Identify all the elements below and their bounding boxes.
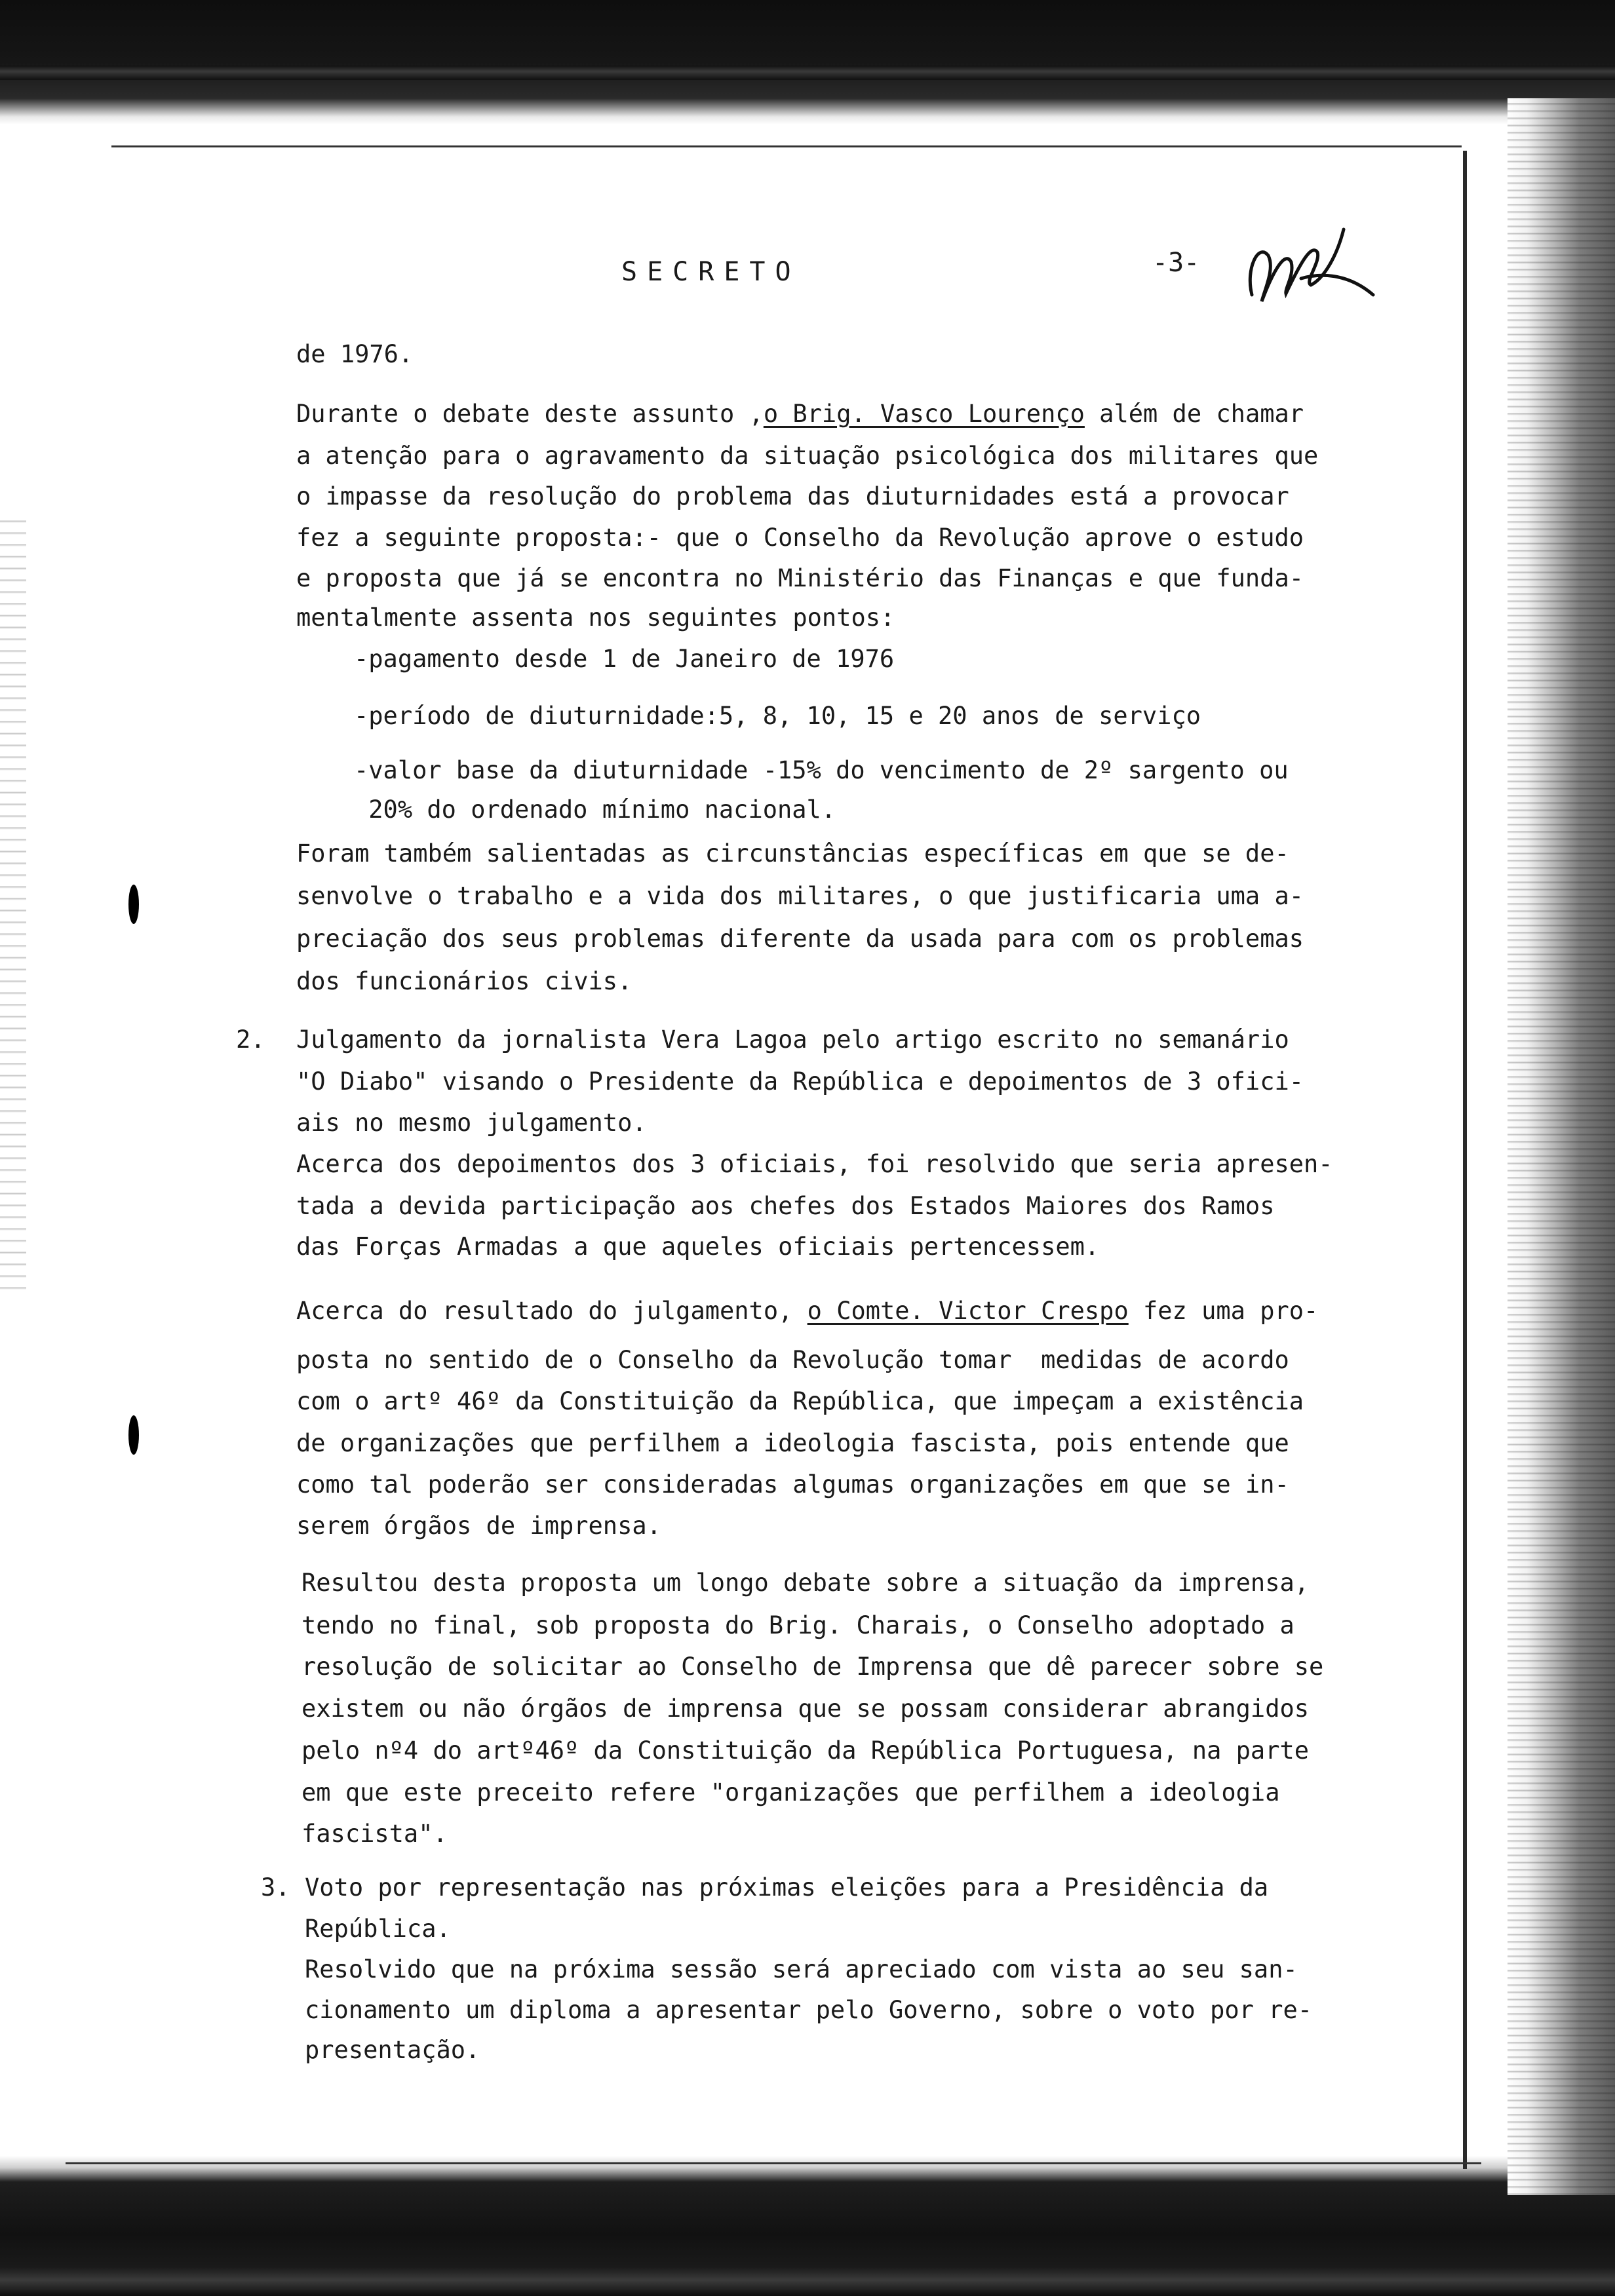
result-line: fascista".: [302, 1820, 448, 1848]
result-line: em que este preceito refere "organizações que perfilhem a ideologia: [302, 1778, 1280, 1807]
item-2-resolution-line: Acerca dos depoimentos dos 3 oficiais, foi resolvido que seria apresen-: [296, 1150, 1333, 1178]
page-number: -3-: [1152, 248, 1200, 278]
item-3-resolution-line: cionamento um diploma a apresentar pelo Governo, sobre o voto por re-: [305, 1996, 1313, 2024]
scan-border-top: [0, 0, 1615, 124]
item-3-number: 3.: [261, 1873, 290, 1902]
punch-hole-upper: [128, 885, 139, 924]
crespo-line: de organizações que perfilhem a ideologia fascista, pois entende que: [296, 1429, 1289, 1457]
result-line: existem ou não órgãos de imprensa que se possam considerar abrangidos: [302, 1694, 1310, 1723]
result-line: tendo no final, sob proposta do Brig. Charais, o Conselho adoptado a: [302, 1611, 1294, 1639]
scan-streak-left: [0, 511, 26, 1297]
crespo-line-1: [296, 1291, 1318, 1331]
scan-border-right: [1508, 98, 1615, 2195]
item-2-number: 2.: [236, 1025, 265, 1054]
para-b-line: Foram também salientadas as circunstâncias específicas em que se de-: [296, 839, 1289, 868]
para-b-line: senvolve o trabalho e a vida dos militares, o que justificaria uma a-: [296, 882, 1304, 910]
crespo-line-1-rest: fez uma pro-: [1128, 1297, 1319, 1325]
crespo-lead: Acerca do resultado do julgamento,: [296, 1297, 808, 1325]
crespo-line: com o artº 46º da Constituição da República, que impeçam a existência: [296, 1387, 1304, 1415]
para-a-line: e proposta que já se encontra no Ministério das Finanças e que funda-: [296, 564, 1304, 592]
intro-fragment: de 1976.: [296, 340, 414, 368]
page-edge-top: [111, 145, 1462, 147]
item-3-title-line: República.: [305, 1915, 451, 1943]
scan-page-edge-right: [1463, 151, 1467, 2169]
classification-header: SECRETO: [621, 257, 801, 287]
bullet-item: -período de diuturnidade:5, 8, 10, 15 e 20 anos de serviço: [354, 702, 1201, 730]
para-b-line: preciação dos seus problemas diferente da usada para com os problemas: [296, 925, 1304, 953]
crespo-line: serem órgãos de imprensa.: [296, 1512, 661, 1540]
item-2-title-line: Julgamento da jornalista Vera Lagoa pelo artigo escrito no semanário: [296, 1025, 1289, 1054]
page-edge-bottom: [66, 2162, 1481, 2164]
para-a-line: o impasse da resolução do problema das diuturnidades está a provocar: [296, 482, 1289, 510]
crespo-line: posta no sentido de o Conselho da Revolução tomar medidas de acordo: [296, 1346, 1289, 1374]
item-2-resolution-line: das Forças Armadas a que aqueles oficiais pertencessem.: [296, 1233, 1100, 1261]
item-2-resolution-line: tada a devida participação aos chefes dos Estados Maiores dos Ramos: [296, 1192, 1275, 1220]
result-line: resolução de solicitar ao Conselho de Imprensa que dê parecer sobre se: [302, 1653, 1324, 1681]
handwritten-initials-signature: [1239, 216, 1376, 315]
para-a-line-1: [296, 394, 1304, 434]
bullet-item: -pagamento desde 1 de Janeiro de 1976: [354, 645, 895, 673]
item-2-title-line: "O Diabo" visando o Presidente da República e depoimentos de 3 ofici-: [296, 1067, 1304, 1096]
bullet-item-continuation: 20% do ordenado mínimo nacional.: [354, 795, 836, 824]
para-a-line: fez a seguinte proposta:- que o Conselho da Revolução aprove o estudo: [296, 524, 1304, 552]
scan-border-bottom: [0, 2156, 1615, 2296]
bullet-item: -valor base da diuturnidade -15% do vencimento de 2º sargento ou: [354, 756, 1289, 784]
para-a-line-1-rest: além de chamar: [1084, 400, 1304, 428]
item-3-resolution-line: Resolvido que na próxima sessão será apreciado com vista ao seu san-: [305, 1955, 1298, 1983]
result-line: pelo nº4 do artº46º da Constituição da República Portuguesa, na parte: [302, 1736, 1310, 1765]
para-b-line: dos funcionários civis.: [296, 967, 632, 995]
crespo-line: como tal poderão ser consideradas algumas organizações em que se in-: [296, 1470, 1289, 1499]
item-3-resolution-line: presentação.: [305, 2036, 480, 2064]
item-2-title-line: ais no mesmo julgamento.: [296, 1109, 647, 1137]
scan-border-top-bar: [0, 66, 1615, 80]
speaker-vasco-lourenco: o Brig. Vasco Lourenço: [763, 400, 1085, 428]
para-a-line: mentalmente assenta nos seguintes pontos:: [296, 603, 895, 632]
para-a-line: a atenção para o agravamento da situação psicológica dos militares que: [296, 442, 1319, 470]
item-3-title-line: Voto por representação nas próximas eleições para a Presidência da: [305, 1873, 1269, 1902]
para-a-lead: Durante o debate deste assunto ,: [296, 400, 764, 428]
speaker-victor-crespo: o Comte. Victor Crespo: [807, 1297, 1129, 1325]
punch-hole-lower: [128, 1415, 139, 1455]
result-line: Resultou desta proposta um longo debate sobre a situação da imprensa,: [302, 1569, 1310, 1597]
